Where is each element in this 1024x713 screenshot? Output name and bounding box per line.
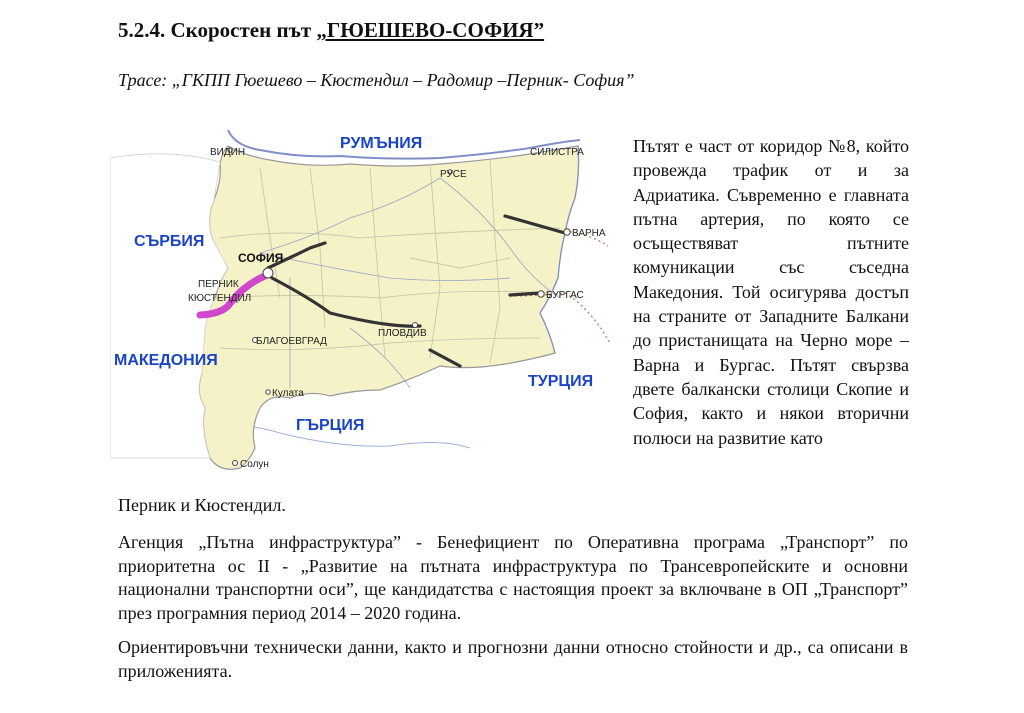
label-kyustendil: КЮСТЕНДИЛ bbox=[188, 293, 252, 304]
label-ruse: РУСЕ bbox=[440, 169, 467, 180]
label-romania: РУМЪНИЯ bbox=[340, 135, 423, 152]
label-solun: Солун bbox=[240, 459, 269, 470]
label-kulata: Кулата bbox=[272, 388, 304, 399]
section-heading bbox=[118, 18, 544, 43]
burgas-marker bbox=[538, 291, 544, 297]
paragraph-2: Агенция „Пътна инфраструктура” - Бенефициент по Оперативна програма „Транспорт” по приоритетна ос II - „Развитие на пътната инфраструктура по Трансевропейските и основни национални транспортни оси”, ще кандидатства с настоящия проект за включване в ОП „Транспорт” през програмния период 2014 – 2020 година. bbox=[118, 532, 908, 623]
label-macedonia: МАКЕДОНИЯ bbox=[114, 352, 218, 369]
varna-marker bbox=[564, 229, 570, 235]
paragraph-1-end: Перник и Кюстендил. bbox=[118, 495, 286, 515]
label-sofia: СОФИЯ bbox=[238, 251, 284, 265]
solun-marker bbox=[233, 461, 238, 466]
section-number: 5.2.4. Скоростен път bbox=[118, 18, 317, 42]
label-silistra: СИЛИСТРА bbox=[530, 147, 584, 158]
bulgaria-land bbox=[199, 146, 578, 469]
route-line: Трасе: „ГКПП Гюешево – Кюстендил – Радомир –Перник- София” bbox=[118, 70, 635, 90]
label-blagoevgrad: БЛАГОЕВГРАД bbox=[256, 336, 327, 347]
kulata-marker bbox=[266, 390, 270, 394]
label-plovdiv: ПЛОВДИВ bbox=[378, 328, 427, 339]
label-serbia: СЪРБИЯ bbox=[134, 233, 205, 250]
paragraph-3: Ориентировъчни технически данни, както и прогнозни данни относно стойности и др., са описани в приложенията. bbox=[118, 637, 908, 681]
sofia-marker bbox=[263, 268, 273, 278]
label-vidin: ВИДИН bbox=[210, 147, 246, 158]
label-pernik: ПЕРНИК bbox=[198, 279, 239, 290]
label-varna: ВАРНА bbox=[572, 228, 606, 239]
label-turkey: ТУРЦИЯ bbox=[528, 373, 594, 390]
bulgaria-road-map bbox=[110, 128, 626, 478]
label-burgas: БУРГАС bbox=[546, 290, 584, 301]
plovdiv-marker bbox=[413, 323, 418, 328]
label-greece: ГЪРЦИЯ bbox=[296, 417, 365, 434]
side-paragraph: Пътят е част от коридор №8, който провежда трафик от и за Адриатика. Съвременно е главната пътна артерия, по която се осъществяват пътните комуникации със съседна Македония. Той осигурява достъп на страните от Западните Балкани до пристанищата на Черно море – Варна и Бургас. Пътят свързва двете балкански столици Скопие и София, както и някои вторични полюси на развитие като bbox=[633, 136, 909, 448]
road-name: „ГЮЕШЕВО-СОФИЯ” bbox=[316, 18, 545, 42]
